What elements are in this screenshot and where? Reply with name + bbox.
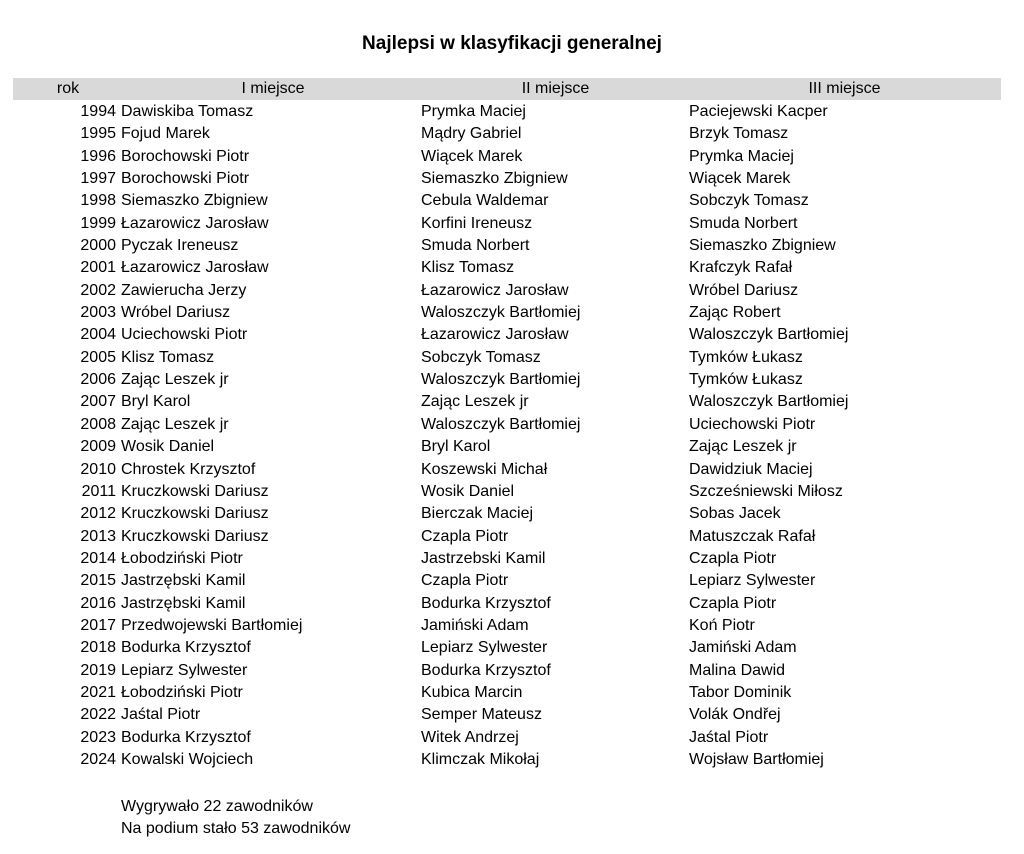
- cell-second-place: Sobczyk Tomasz: [421, 348, 541, 366]
- table-row: [0, 548, 1024, 570]
- cell-year: 2010: [80, 460, 116, 478]
- table-row: [0, 101, 1024, 123]
- cell-second-place: Kubica Marcin: [421, 683, 523, 701]
- cell-first-place: Jastrzębski Kamil: [121, 572, 246, 590]
- cell-year: 1999: [80, 214, 116, 232]
- page-title: Najlepsi w klasyfikacji generalnej: [362, 33, 662, 54]
- header-second-place: II miejsce: [521, 80, 590, 97]
- cell-year: 2004: [80, 326, 116, 344]
- cell-third-place: Czapla Piotr: [689, 549, 777, 567]
- table-row: [0, 391, 1024, 413]
- cell-first-place: Łobodziński Piotr: [121, 683, 243, 701]
- cell-first-place: Zawierucha Jerzy: [121, 281, 247, 299]
- cell-year: 2012: [80, 505, 116, 523]
- table-row: [0, 593, 1024, 615]
- table-row: [0, 682, 1024, 704]
- cell-second-place: Bodurka Krzysztof: [421, 594, 551, 612]
- cell-third-place: Tymków Łukasz: [689, 348, 803, 366]
- table-row: [0, 436, 1024, 458]
- cell-third-place: Siemaszko Zbigniew: [689, 237, 836, 255]
- cell-first-place: Lepiarz Sylwester: [121, 661, 248, 679]
- cell-first-place: Siemaszko Zbigniew: [121, 192, 268, 210]
- header-third-place: III miejsce: [808, 80, 881, 97]
- table-row: [0, 615, 1024, 637]
- cell-year: 2023: [80, 728, 116, 746]
- cell-year: 2021: [80, 683, 116, 701]
- cell-year: 2011: [81, 482, 116, 500]
- cell-third-place: Prymka Maciej: [689, 147, 794, 165]
- table-row: [0, 213, 1024, 235]
- cell-first-place: Kruczkowski Dariusz: [121, 527, 269, 545]
- cell-first-place: Chrostek Krzysztof: [121, 460, 256, 478]
- cell-second-place: Smuda Norbert: [421, 237, 530, 255]
- cell-year: 2009: [80, 438, 116, 456]
- table-row: [0, 727, 1024, 749]
- cell-second-place: Korfini Ireneusz: [421, 214, 533, 232]
- table-row: [0, 190, 1024, 212]
- summary-winners: Wygrywało 22 zawodników: [121, 798, 313, 815]
- cell-third-place: Lepiarz Sylwester: [689, 572, 816, 590]
- cell-first-place: Kowalski Wojciech: [121, 750, 254, 768]
- cell-year: 1995: [80, 125, 116, 143]
- cell-first-place: Klisz Tomasz: [121, 348, 215, 366]
- cell-first-place: Dawiskiba Tomasz: [121, 103, 254, 120]
- table-row: [0, 570, 1024, 592]
- cell-third-place: Uciechowski Piotr: [689, 415, 816, 433]
- cell-third-place: Matuszczak Rafał: [689, 527, 816, 545]
- cell-year: 2001: [80, 259, 116, 277]
- cell-third-place: Brzyk Tomasz: [689, 125, 789, 143]
- cell-second-place: Wosik Daniel: [421, 482, 515, 500]
- cell-third-place: Szcześniewski Miłosz: [689, 482, 843, 500]
- cell-second-place: Zając Leszek jr: [421, 393, 529, 411]
- cell-first-place: Jaśtal Piotr: [121, 706, 201, 724]
- header-year: rok: [56, 80, 80, 97]
- cell-first-place: Kruczkowski Dariusz: [121, 482, 269, 500]
- cell-second-place: Jastrzebski Kamil: [421, 549, 546, 567]
- cell-second-place: Koszewski Michał: [421, 460, 548, 478]
- cell-first-place: Łazarowicz Jarosław: [121, 214, 269, 232]
- table-row: [0, 749, 1024, 771]
- cell-third-place: Tabor Dominik: [689, 683, 792, 701]
- table-row: [0, 481, 1024, 503]
- table-row: [0, 414, 1024, 436]
- cell-second-place: Cebula Waldemar: [421, 192, 549, 210]
- cell-first-place: Bodurka Krzysztof: [121, 639, 251, 657]
- cell-year: 2008: [80, 415, 116, 433]
- cell-year: 1998: [80, 192, 116, 210]
- cell-year: 2015: [80, 572, 116, 590]
- cell-third-place: Sobas Jacek: [689, 505, 781, 523]
- cell-third-place: Zając Robert: [689, 304, 781, 322]
- table-row: [0, 459, 1024, 481]
- cell-first-place: Bodurka Krzysztof: [121, 728, 251, 746]
- cell-year: 2002: [80, 281, 116, 299]
- cell-year: 2003: [80, 304, 116, 322]
- cell-first-place: Łazarowicz Jarosław: [121, 259, 269, 277]
- summary: [121, 796, 350, 840]
- table-row: [0, 526, 1024, 548]
- cell-first-place: Zając Leszek jr: [121, 371, 229, 389]
- cell-second-place: Prymka Maciej: [421, 103, 526, 120]
- cell-year: 2005: [80, 348, 116, 366]
- cell-first-place: Borochowski Piotr: [121, 170, 250, 188]
- cell-year: 2013: [80, 527, 116, 545]
- cell-first-place: Jastrzębski Kamil: [121, 594, 246, 612]
- table-row: [0, 637, 1024, 659]
- cell-first-place: Uciechowski Piotr: [121, 326, 248, 344]
- cell-second-place: Witek Andrzej: [421, 728, 519, 746]
- cell-second-place: Waloszczyk Bartłomiej: [421, 304, 581, 322]
- table-row: [0, 235, 1024, 257]
- cell-third-place: Smuda Norbert: [689, 214, 798, 232]
- cell-second-place: Wiącek Marek: [421, 147, 523, 165]
- table-row: [0, 302, 1024, 324]
- cell-first-place: Bryl Karol: [121, 393, 191, 411]
- cell-third-place: Zając Leszek jr: [689, 438, 797, 456]
- cell-third-place: Krafczyk Rafał: [689, 259, 793, 277]
- cell-second-place: Czapla Piotr: [421, 527, 509, 545]
- cell-second-place: Bryl Karol: [421, 438, 491, 456]
- cell-year: 2006: [80, 371, 116, 389]
- cell-year: 2017: [80, 616, 116, 634]
- cell-third-place: Wróbel Dariusz: [689, 281, 799, 299]
- cell-second-place: Łazarowicz Jarosław: [421, 326, 569, 344]
- cell-second-place: Bodurka Krzysztof: [421, 661, 551, 679]
- table-row: [0, 280, 1024, 302]
- cell-second-place: Bierczak Maciej: [421, 505, 534, 523]
- table-row: [0, 503, 1024, 525]
- cell-year: 2022: [80, 706, 116, 724]
- cell-third-place: Tymków Łukasz: [689, 371, 803, 389]
- cell-year: 2007: [80, 393, 116, 411]
- cell-third-place: Jaśtal Piotr: [689, 728, 769, 746]
- cell-third-place: Koń Piotr: [689, 616, 755, 634]
- cell-first-place: Zając Leszek jr: [121, 415, 229, 433]
- cell-third-place: Volák Ondřej: [689, 706, 781, 724]
- cell-first-place: Łobodziński Piotr: [121, 549, 243, 567]
- table-row: [0, 660, 1024, 682]
- table-row: [0, 168, 1024, 190]
- cell-second-place: Czapla Piotr: [421, 572, 509, 590]
- cell-year: 2016: [80, 594, 116, 612]
- cell-second-place: Lepiarz Sylwester: [421, 639, 548, 657]
- cell-first-place: Wróbel Dariusz: [121, 304, 231, 322]
- cell-second-place: Mądry Gabriel: [421, 125, 522, 143]
- cell-third-place: Malina Dawid: [689, 661, 786, 679]
- cell-third-place: Wojsław Bartłomiej: [689, 750, 824, 768]
- cell-first-place: Fojud Marek: [121, 125, 210, 143]
- cell-second-place: Siemaszko Zbigniew: [421, 170, 568, 188]
- table-row: [0, 704, 1024, 726]
- cell-year: 1994: [80, 103, 116, 120]
- cell-first-place: Kruczkowski Dariusz: [121, 505, 269, 523]
- cell-first-place: Pyczak Ireneusz: [121, 237, 239, 255]
- table-row: [0, 123, 1024, 145]
- table-row: [0, 347, 1024, 369]
- cell-year: 1996: [80, 147, 116, 165]
- cell-second-place: Waloszczyk Bartłomiej: [421, 415, 581, 433]
- cell-third-place: Jamiński Adam: [689, 639, 797, 657]
- table-row: [0, 369, 1024, 391]
- cell-year: 2019: [80, 661, 116, 679]
- cell-year: 2014: [80, 549, 116, 567]
- cell-third-place: Dawidziuk Maciej: [689, 460, 813, 478]
- results-table-body: [0, 101, 1024, 771]
- summary-podium: Na podium stało 53 zawodników: [121, 820, 351, 837]
- cell-first-place: Przedwojewski Bartłomiej: [121, 616, 303, 634]
- cell-third-place: Paciejewski Kacper: [689, 103, 828, 120]
- cell-second-place: Łazarowicz Jarosław: [421, 281, 569, 299]
- cell-first-place: Borochowski Piotr: [121, 147, 250, 165]
- table-row: [0, 257, 1024, 279]
- cell-second-place: Klimczak Mikołaj: [421, 750, 540, 768]
- cell-second-place: Semper Mateusz: [421, 706, 542, 724]
- table-row: [0, 146, 1024, 168]
- cell-third-place: Czapla Piotr: [689, 594, 777, 612]
- cell-second-place: Jamiński Adam: [421, 616, 529, 634]
- cell-year: 2024: [80, 750, 116, 768]
- table-row: [0, 324, 1024, 346]
- cell-second-place: Waloszczyk Bartłomiej: [421, 371, 581, 389]
- cell-second-place: Klisz Tomasz: [421, 259, 515, 277]
- cell-third-place: Wiącek Marek: [689, 170, 791, 188]
- cell-third-place: Waloszczyk Bartłomiej: [689, 326, 849, 344]
- table-header: [13, 78, 1001, 100]
- header-first-place: I miejsce: [241, 80, 305, 97]
- cell-third-place: Sobczyk Tomasz: [689, 192, 809, 210]
- cell-year: 1997: [80, 170, 116, 188]
- cell-year: 2000: [80, 237, 116, 255]
- cell-first-place: Wosik Daniel: [121, 438, 215, 456]
- cell-third-place: Waloszczyk Bartłomiej: [689, 393, 849, 411]
- cell-year: 2018: [80, 639, 116, 657]
